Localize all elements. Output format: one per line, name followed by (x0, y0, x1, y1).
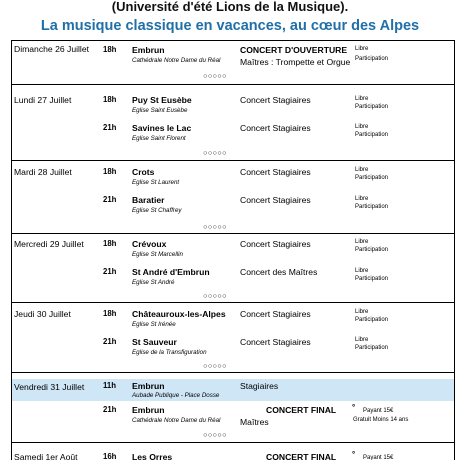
event-row (12, 264, 454, 303)
event-church: Eglise St André (132, 279, 175, 286)
event-place: Embrun (132, 45, 165, 55)
event-place: Puy St Eusèbe (132, 95, 192, 105)
event-concert: Concert Stagiaires (240, 123, 311, 133)
event-row (12, 443, 454, 460)
event-church: Eglise de la Transfiguration (132, 349, 207, 356)
event-church: Eglise St Irénée (132, 321, 176, 328)
event-time: 18h (103, 309, 117, 318)
event-place: Châteauroux-les-Alpes (132, 309, 226, 319)
event-concert: Concert Stagiaires (240, 337, 311, 347)
event-price-note: Participation (355, 104, 389, 110)
separator: ○○○○○ (203, 363, 227, 370)
event-concert: CONCERT FINAL (266, 405, 337, 415)
event-row (12, 234, 454, 264)
day-block (12, 234, 454, 303)
day-label: Jeudi 30 Juillet (14, 309, 71, 319)
event-place: Savines le Lac (132, 123, 192, 133)
event-concert: CONCERT D'OUVERTURE (240, 45, 348, 55)
event-price-note: Participation (355, 132, 389, 138)
event-concert: Stagiaires (240, 381, 279, 391)
event-price: Libre (355, 309, 369, 315)
event-price-note: Participation (355, 204, 389, 210)
day-block (12, 443, 454, 460)
price-marker: ° (352, 403, 356, 412)
event-row (12, 121, 454, 161)
event-time: 18h (103, 95, 117, 104)
event-church: Aubade Publique - Place Dosse (132, 392, 220, 399)
event-place: St André d'Embrun (132, 267, 210, 277)
event-price: Libre (355, 337, 369, 343)
event-church: Eglise Saint Florent (132, 135, 186, 142)
event-price: Libre (355, 167, 369, 173)
separator: ○○○○○ (203, 293, 227, 300)
event-concert-sub: Maîtres : Trompette et Orgue (240, 57, 351, 67)
event-price-note: Gratuit Moins 14 ans (353, 417, 409, 423)
event-concert-sub: Maîtres (240, 417, 269, 427)
event-church: Cathédrale Notre Dame du Réal (132, 57, 221, 64)
event-row (12, 161, 454, 197)
event-church: Eglise St Marcellin (132, 251, 183, 258)
event-row (12, 41, 454, 85)
event-price: Libre (355, 196, 369, 202)
page-subtitle: (Université d'été Lions de la Musique). (111, 0, 349, 14)
day-block (12, 161, 454, 234)
event-time: 11h (103, 381, 117, 390)
event-price-note: Participation (355, 317, 389, 323)
event-time: 18h (103, 239, 117, 248)
day-block (12, 303, 454, 373)
event-time: 16h (103, 452, 117, 460)
day-label: Lundi 27 Juillet (14, 95, 72, 105)
day-label: Vendredi 31 Juillet (14, 382, 85, 392)
event-price: Libre (355, 96, 369, 102)
event-concert: Concert des Maîtres (240, 267, 318, 277)
event-row (12, 333, 454, 373)
event-concert: Concert Stagiaires (240, 195, 311, 205)
event-row (12, 402, 454, 443)
day-block (12, 41, 454, 85)
separator: ○○○○○ (203, 432, 227, 439)
event-row (12, 193, 454, 234)
event-time: 21h (103, 337, 117, 346)
event-time: 21h (103, 405, 117, 414)
event-church: Eglise Saint Eusèbe (132, 107, 188, 114)
event-time: 18h (103, 45, 117, 54)
separator: ○○○○○ (203, 73, 227, 80)
event-church: Cathédrale Notre Dame du Réal (132, 417, 221, 424)
event-concert: Concert Stagiaires (240, 95, 311, 105)
event-row (12, 85, 454, 121)
event-price-note: Participation (355, 56, 389, 62)
day-block (12, 373, 454, 443)
event-price-note: Participation (355, 345, 389, 351)
event-time: 18h (103, 167, 117, 176)
event-church: Eglise St Chaffrey (132, 207, 182, 214)
event-place: Embrun (132, 405, 165, 415)
event-price: Libre (355, 124, 369, 130)
event-time: 21h (103, 267, 117, 276)
event-concert: Concert Stagiaires (240, 309, 311, 319)
separator: ○○○○○ (203, 224, 227, 231)
day-label: Samedi 1er Août (14, 452, 78, 460)
event-place: Crévoux (132, 239, 167, 249)
price-marker: ° (352, 450, 356, 459)
event-price-note: Participation (355, 175, 389, 181)
event-place: Les Orres (132, 452, 173, 460)
schedule-table (11, 40, 455, 460)
event-price-note: Participation (355, 276, 389, 282)
event-price: Libre (355, 239, 369, 245)
event-price-note: Participation (355, 247, 389, 253)
page-title: La musique classique en vacances, au cœur des Alpes (40, 18, 420, 34)
event-price: Payant 15€ (363, 455, 394, 460)
event-place: Crots (132, 167, 155, 177)
event-concert: Concert Stagiaires (240, 167, 311, 177)
day-label: Mardi 28 Juillet (14, 167, 72, 177)
event-time: 21h (103, 195, 117, 204)
separator: ○○○○○ (203, 150, 227, 157)
day-label: Dimanche 26 Juillet (14, 44, 89, 54)
event-price: Libre (355, 268, 369, 274)
event-place: St Sauveur (132, 337, 177, 347)
event-price: Payant 15€ (363, 408, 394, 414)
day-block (12, 85, 454, 161)
event-concert: CONCERT FINAL (266, 452, 337, 460)
day-label: Mercredi 29 Juillet (14, 239, 84, 249)
event-church: Eglise St Laurent (132, 179, 180, 186)
event-time: 21h (103, 123, 117, 132)
event-place: Embrun (132, 381, 165, 391)
event-row (12, 303, 454, 333)
event-concert: Concert Stagiaires (240, 239, 311, 249)
event-place: Baratier (132, 195, 165, 205)
event-price: Libre (355, 46, 369, 52)
